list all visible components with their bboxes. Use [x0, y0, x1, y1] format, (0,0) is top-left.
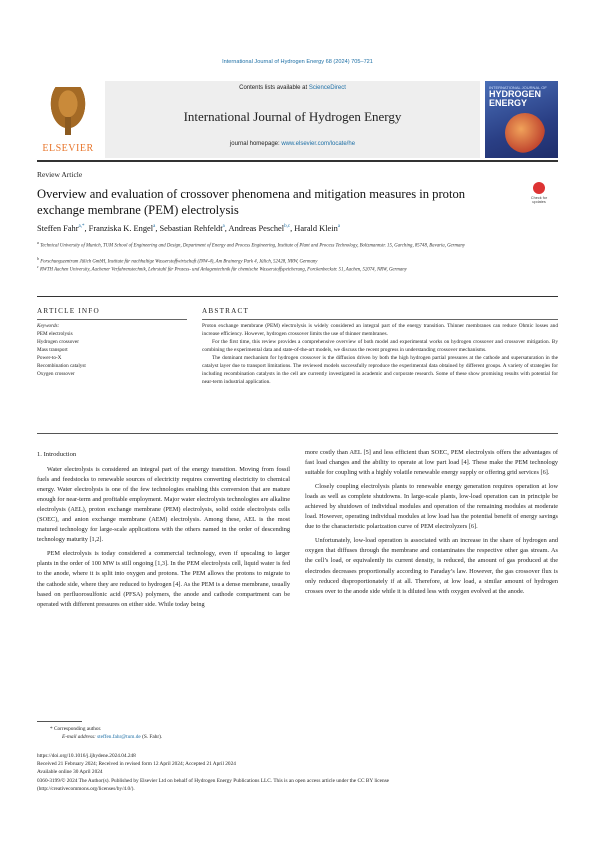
abstract-heading: ABSTRACT	[202, 307, 250, 315]
tree-trunk-icon	[65, 117, 71, 135]
affiliation	[37, 263, 557, 274]
abstract-paragraph: For the first time, this review provides a comprehensive overview of both model and experimental works on hydrogen crossover and crossover mitigation. By combining the experimental data and state-of-the-art models, we discuss the recent progress in understanding crossover mechanisms.	[202, 339, 558, 354]
affiliation-sup: c	[37, 264, 39, 269]
email-link[interactable]: steffen.fahr@tum.de	[97, 734, 141, 740]
author-sup[interactable]: b,c	[284, 224, 291, 230]
homepage-link[interactable]: www.elsevier.com/locate/he	[281, 141, 356, 147]
homepage-line	[105, 141, 480, 147]
author-name[interactable]: Steffen Fahr	[37, 224, 79, 233]
keyword: Oxygen crossover	[37, 371, 75, 377]
body-paragraph: Unfortunately, low-load operation is associated with an increase in the share of hydrogen and oxygen that diffuses through the membrane and contaminates the respective other gas stream. As the cell’s load, or equivalently its current density, is reduced, the amount of gas produced at the electrodes decreases proportionally according to Faraday’s law. However, the gas crossover flux is only reduced disproportionately if at all. Therefore, at low load, a similar amount of hydrogen crosses over to the anode side while it is diluted less with oxygen evolved at the anode.	[305, 537, 558, 595]
body-paragraph: Closely coupling electrolysis plants to renewable energy generation requires operation at low loads as well as complete shutdowns. In large-scale plants, low-load operation can in principle be achieved by shutdown of individual modules and operation of the remaining modules at moderate load. However, operating individual modules at low load has the potential benefit of energy savings due to the characteristic polarization curve of PEM electrolyzers [6].	[305, 483, 558, 531]
homepage-prefix: journal homepage:	[229, 141, 280, 147]
author-name[interactable]: Harald Klein	[294, 224, 338, 233]
abstract-paragraph: Proton exchange membrane (PEM) electrolysis is widely considered an integral part of the energy transition. Thinner membranes can reduce Ohmic losses and increase efficiency. However, hydrogen crossover limits the use of thinner membranes.	[202, 323, 558, 338]
article-info-rule	[37, 319, 187, 320]
section-rule	[37, 296, 558, 297]
body-paragraph: Water electrolysis is considered an integral part of the energy transition. Moving from fossil fuels and feedstocks to renewable sources of electricity requires converting electricity to chemical energy. Water electrolysis is one of the few technologies enabling this conversion that are mature enough for near-term and profitable employment. Major water electrolysis technologies are alkaline electrolysis (AEL), proton exchange membrane (PEM) electrolysis, solid oxide electrolysis cells (SOEC), and anion exchange membrane (AEM) electrolysis. Among these, AEL is the most matured technology for large-scale applications with the others named in the order of descending technology maturity [1,2].	[37, 466, 290, 544]
affiliation-sup: b	[37, 256, 39, 261]
publisher-name: ELSEVIER	[42, 143, 94, 154]
cover-artwork	[505, 113, 545, 153]
contents-prefix: Contents lists available at	[239, 85, 308, 91]
author-list: Steffen Fahr$^{a,*}$, Franziska K. Engel$^a$, Sebastian Rehfeldt$^a$, Andreas Peschel$^{b,c}$, Harald Klein$^a$	[37, 224, 341, 233]
journal-band	[105, 81, 480, 158]
cover-line2: HYDROGEN ENERGY	[489, 89, 542, 108]
article-type: Review Article	[37, 170, 83, 179]
keyword: Mass transport	[37, 347, 68, 353]
license-link[interactable]: (http://creativecommons.org/licenses/by/4.0/).	[37, 786, 135, 792]
keyword: Power-to-X	[37, 355, 62, 361]
author-sup[interactable]: a	[222, 224, 225, 230]
email-suffix: (S. Fahr).	[142, 734, 163, 740]
sciencedirect-link[interactable]: ScienceDirect	[308, 85, 346, 91]
license-text: 0360-3199/© 2024 The Author(s). Published by Elsevier Ltd on behalf of Hydrogen Energy Publications LLC. This is an open access article under the CC BY license	[37, 778, 390, 784]
doi-link[interactable]: https://doi.org/10.1016/j.ijhydene.2024.04.248	[37, 753, 136, 759]
check-for-updates-button[interactable]	[524, 182, 554, 212]
author-sup[interactable]: a,*	[78, 224, 85, 230]
crossmark-icon	[533, 182, 545, 194]
elsevier-logo[interactable]	[37, 81, 99, 158]
keyword: PEM electrolysis	[37, 331, 73, 337]
masthead-rule	[37, 160, 558, 162]
abstract-body	[202, 322, 558, 386]
article-info-heading: ARTICLE INFO	[37, 307, 100, 315]
journal-cover-image[interactable]	[485, 81, 558, 158]
author-name[interactable]: Andreas Peschel	[228, 224, 285, 233]
available-online: Available online 30 April 2024	[37, 769, 103, 775]
asterisk-icon: *	[50, 726, 54, 732]
contents-line	[105, 85, 480, 91]
author-name[interactable]: Sebastian Rehfeldt	[159, 224, 223, 233]
author-name[interactable]: Franziska K. Engel	[88, 224, 154, 233]
affiliation	[37, 239, 557, 250]
abstract-rule	[202, 319, 558, 320]
affiliation-text: Technical University of Munich, TUM School of Engineering and Design, Department of Energy and Process Engineering, Institute of Plant and Process Technology, Boltzmannstr. 15, Garching, 85748, Bavaria, Germany	[40, 243, 465, 249]
email-label: E-mail address:	[62, 734, 96, 740]
email-note	[62, 733, 162, 742]
left-column	[37, 465, 290, 610]
received-dates: Received 21 February 2024; Received in revised form 12 April 2024; Accepted 21 April 2024	[37, 761, 236, 767]
article-title: Overview and evaluation of crossover phenomena and mitigation measures in proton exchange membrane (PEM) electrolysis	[37, 187, 466, 217]
affiliation-text: RWTH Aachen University, Aachener Verfahrenstechnik, Lehrstuhl für Prozess- und Anlagentechnik für chemische Wasserstoffspeicherung, Forckenbeckstr. 51, Aachen, 52074, NRW, Germany	[39, 267, 407, 273]
section-heading: 1. Introduction	[37, 451, 77, 458]
affiliation-text: Forschungszentrum Jülich GmbH, Institute für nachhaltige Wasserstoffwirtschaft (INW-4), Am Brainergy Park 4, Jülich, 52428, NRW, Germany	[40, 259, 318, 265]
right-column	[305, 448, 558, 597]
author-sup[interactable]: a	[153, 224, 156, 230]
corresponding-label: Corresponding author.	[53, 726, 102, 732]
keyword: Recombination catalyst	[37, 363, 86, 369]
body-paragraph: PEM electrolysis is today considered a commercial technology, even if upscaling to larger plants in the order of 100 MW is still ongoing [1,3]. In the PEM electrolysis cell, liquid water is fed to the anode, where it is split into oxygen and protons. The PEM allows the protons to migrate to the cathode side, where they are reduced to hydrogen [4]. As the PEM is a dense membrane, usually based on perfluorosulfonic acid (PFSA) polymers, the anode and cathode compartment can be operated with different pressures on either side. While today being	[37, 550, 290, 608]
cover-line1: INTERNATIONAL JOURNAL OF	[489, 85, 547, 90]
journal-title: International Journal of Hydrogen Energy	[183, 109, 402, 124]
body-paragraph: more costly than AEL [5] and less efficient than SOEC, PEM electrolysis offers the advantages of fast load changes and the ability to operate at low part load [4]. These make the PEM technology suitable for coupling with a highly volatile renewable energy supply or offering grid services [6].	[305, 449, 558, 477]
author-sup[interactable]: a	[337, 224, 341, 230]
footnote-rule	[37, 721, 82, 722]
keyword: Hydrogen crossover	[37, 339, 79, 345]
abstract-end-rule	[37, 433, 558, 434]
keywords-label: Keywords:	[37, 323, 60, 329]
affiliation-sup: a	[37, 240, 39, 245]
journal-masthead	[37, 81, 558, 158]
crossmark-label: Check for updates	[530, 196, 548, 205]
abstract-paragraph: The dominant mechanism for hydrogen crossover is the diffusion driven by both the high hydrogen partial pressures at the cathode and supersaturation in the catalyst layer due to transport limitations. The reviewed models successfully reproduce the experimental data obtained by different groups. A variety of strategies for including recombination catalysts in the cell are currently investigated in academic and corporate research. Some of these show promising results with potential for near-term industrial application.	[202, 355, 558, 386]
running-head[interactable]: International Journal of Hydrogen Energy 68 (2024) 705–721	[222, 59, 373, 65]
